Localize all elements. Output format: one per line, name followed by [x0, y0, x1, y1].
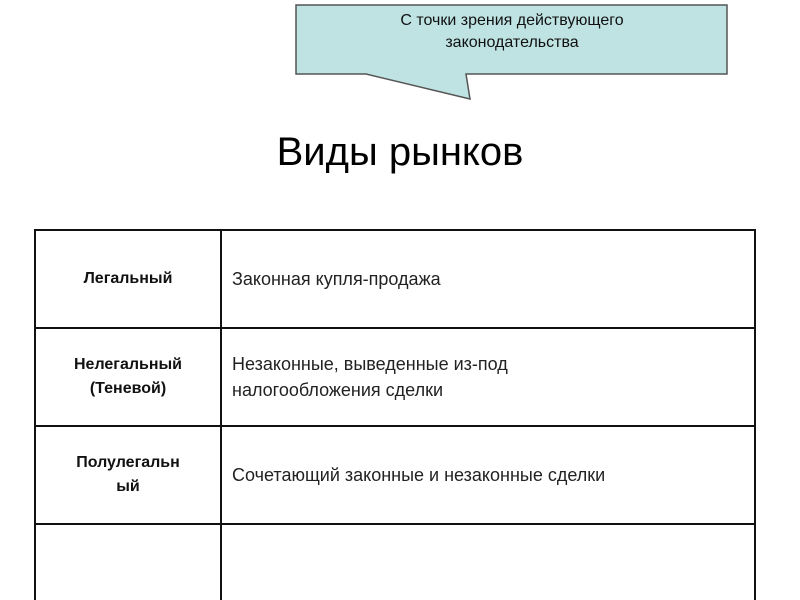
market-type-label: Полулегальн: [76, 454, 180, 471]
market-type-cell-empty: [35, 524, 221, 600]
callout-text: [300, 10, 724, 54]
page-title: Виды рынков: [276, 130, 524, 174]
market-type-label: Нелегальный: [73, 356, 183, 373]
table-row: [35, 426, 755, 524]
market-description-cell: [221, 328, 755, 426]
market-description-text: налогообложения сделки: [232, 380, 444, 400]
market-description-cell: [221, 230, 755, 328]
table-row: [35, 524, 755, 600]
callout-text-line-1: С точки зрения действующего: [400, 12, 624, 29]
market-types-table: [34, 229, 756, 600]
market-description-cell: [221, 426, 755, 524]
market-type-cell: [35, 426, 221, 524]
market-type-cell: [35, 230, 221, 328]
table-row: [35, 328, 755, 426]
market-description-text: Законная купля-продажа: [232, 269, 441, 289]
market-description-text: Незаконные, выведенные из-под: [232, 354, 508, 374]
market-type-cell: [35, 328, 221, 426]
market-type-label: Легальный: [83, 270, 173, 287]
callout-text-line-2: законодательства: [445, 34, 579, 51]
market-description-text: Сочетающий законные и незаконные сделки: [232, 465, 606, 485]
market-type-label: ый: [116, 478, 140, 495]
market-description-cell-empty: [221, 524, 755, 600]
table-row: [35, 230, 755, 328]
market-type-label: (Теневой): [89, 380, 167, 397]
